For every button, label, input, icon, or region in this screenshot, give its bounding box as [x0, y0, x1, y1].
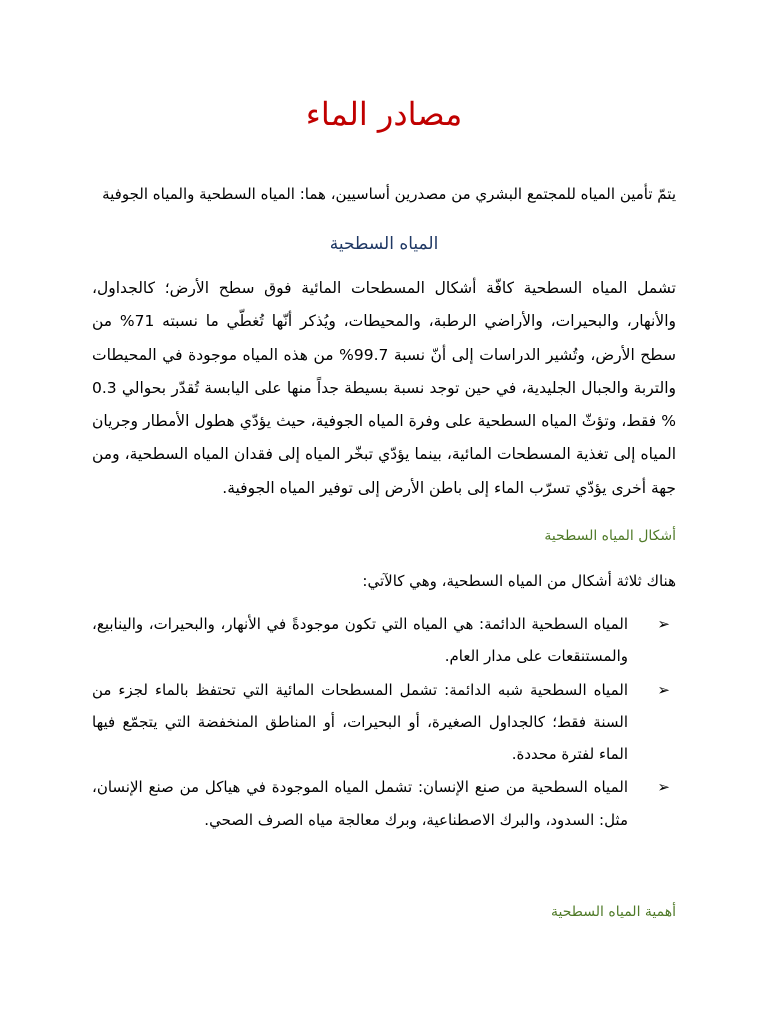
surface-water-importance-heading: أهمية المياه السطحية — [551, 904, 676, 920]
page-title: مصادر الماء — [305, 95, 463, 133]
list-item-text: المياه السطحية من صنع الإنسان: تشمل المياه الموجودة في هياكل من صنع الإنسان، مثل: السدود، والبرك الاصطناعية، وبرك معالجة مياه الصرف الصحي. — [92, 778, 628, 829]
intro-text: يتمّ تأمين المياه للمجتمع البشري من مصدرين أساسيين، هما: المياه السطحية والمياه الجوفية — [102, 185, 676, 203]
forms-intro-text: هناك ثلاثة أشكال من المياه السطحية، وهي كالآتي: — [362, 572, 676, 590]
list-item — [92, 674, 676, 771]
surface-water-paragraph-text: تشمل المياه السطحية كافّة أشكال المسطحات المائية فوق سطح الأرض؛ كالجداول، والأنهار، والبحيرات، والأراضي الرطبة، والمحيطات، ويُذكر أنّها تُغطّي ما نسبته 71% من سطح الأرض، وتُشير الدراسات إلى أنّ نسبة 99.7% من هذه المياه موجودة في المحيطات والتربة والجبال الجليدية، في حين توجد نسبة بسيطة جداً منها على اليابسة تُقدّر بحوالي 0.3 % فقط، وتؤثّ المياه السطحية على وفرة المياه الجوفية، حيث يؤدّي هطول الأمطار وجريان المياه إلى تغذية المسطحات المائية، بينما يؤدّي تبخّر المياه إلى فقدان المياه السطحية، ومن جهة أخرى يؤدّي تسرّب الماء إلى باطن الأرض إلى توفير المياه الجوفية. — [92, 279, 677, 497]
list-item — [92, 608, 676, 673]
list-item-text: المياه السطحية الدائمة: هي المياه التي تكون موجودةً في الأنهار، والبحيرات، والينابيع، والمستنقعات على مدار العام. — [92, 615, 628, 666]
surface-water-forms-heading: أشكال المياه السطحية — [544, 528, 676, 544]
arrowhead-bullet-icon: ➢ — [657, 778, 670, 797]
surface-water-heading: المياه السطحية — [329, 234, 439, 254]
surface-water-paragraph — [92, 272, 676, 505]
list-item-text: المياه السطحية شبه الدائمة: تشمل المسطحات المائية التي تحتفظ بالماء لجزء من السنة فقط؛ كالجداول الصغيرة، أو البحيرات، أو المناطق المنخفضة التي يتجمّع فيها الماء لفترة محددة. — [92, 680, 628, 764]
forms-bullet-list — [92, 608, 676, 837]
list-item — [92, 771, 676, 836]
arrowhead-bullet-icon: ➢ — [657, 680, 670, 699]
arrowhead-bullet-icon: ➢ — [657, 615, 670, 633]
